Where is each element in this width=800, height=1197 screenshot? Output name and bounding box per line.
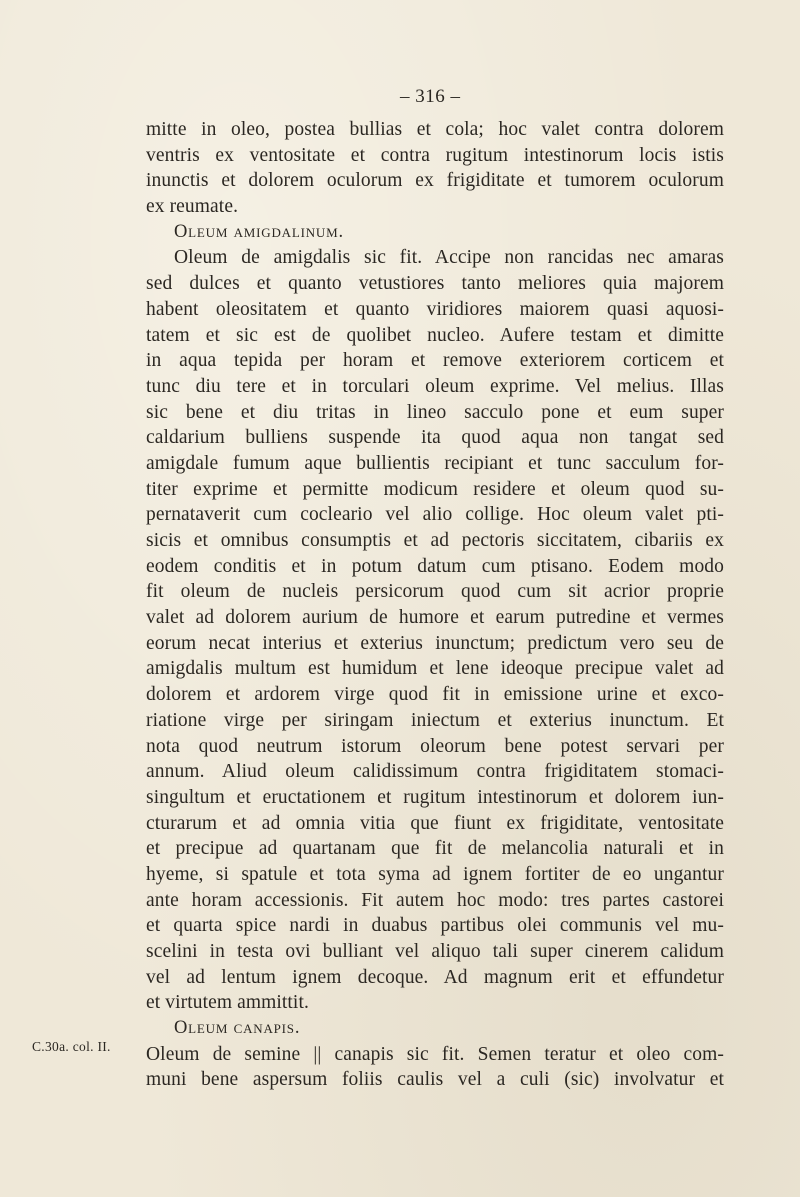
text-line: et virtutem ammittit. xyxy=(146,992,309,1014)
text-line: ventris ex ventositate et contra rugitum intestinorum locis istis xyxy=(146,144,724,166)
text-line: amigdalis multum est humidum et lene ideoque precipue valet ad xyxy=(146,658,724,680)
text-line: muni bene aspersum foliis caulis vel a culi (sic) involvatur et xyxy=(146,1069,724,1091)
text-line: eodem conditis et in potum datum cum ptisano. Eodem modo xyxy=(146,555,724,577)
text-line: inunctis et dolorem oculorum ex frigiditate et tumorem oculorum xyxy=(146,170,724,192)
text-line: et quarta spice nardi in duabus partibus olei communis vel mu- xyxy=(146,915,724,937)
text-line: tatem et sic est de quolibet nucleo. Aufere testam et dimitte xyxy=(146,324,724,346)
text-line: dolorem et ardorem virge quod fit in emissione urine et exco- xyxy=(146,684,724,706)
margin-note: C.30a. col. II. xyxy=(32,1039,111,1054)
text-line: annum. Aliud oleum calidissimum contra frigiditatem stomaci- xyxy=(146,761,724,783)
text-line: mitte in oleo, postea bullias et cola; hoc valet contra dolorem xyxy=(146,119,724,140)
text-line: hyeme, si spatule et tota syma ad ignem fortiter de eo ungantur xyxy=(146,863,724,885)
text-line: singultum et eructationem et rugitum intestinorum et dolorem iun- xyxy=(146,786,724,808)
section-heading: Oleum canapis. xyxy=(174,1018,301,1039)
text-line: eorum necat interius et exterius inunctum; predictum vero seu de xyxy=(146,632,724,654)
text-line: habent oleositatem et quanto viridiores maiorem quasi aquosi- xyxy=(146,298,724,320)
text-line: ex reumate. xyxy=(146,196,239,218)
text-line: sicis et omnibus consumptis et ad pectoris siccitatem, cibariis ex xyxy=(146,530,724,551)
text-line: in aqua tepida per horam et remove exteriorem corticem et xyxy=(146,350,724,372)
text-line: fit oleum de nucleis persicorum quod cum sit acrior proprie xyxy=(146,581,724,603)
text-line: caldarium bulliens suspende ita quod aqua non tangat sed xyxy=(146,427,724,449)
text-line: Oleum de amigdalis sic fit. Accipe non rancidas nec amaras xyxy=(174,247,724,269)
text-line: Oleum de semine || canapis sic fit. Semen teratur et oleo com- xyxy=(146,1043,724,1065)
text-line: nota quod neutrum istorum oleorum bene potest servari per xyxy=(146,735,724,757)
section-heading: Oleum amigdalinum. xyxy=(174,221,344,242)
text-line: tunc diu tere et in torculari oleum exprime. Vel melius. Illas xyxy=(146,375,724,397)
text-line: scelini in testa ovi bulliant vel aliquo tali super cinerem calidum xyxy=(146,941,724,962)
text-line: sed dulces et quanto vetustiores tanto meliores quia majorem xyxy=(146,273,724,295)
text-line: titer exprime et permitte modicum residere et oleum quod su- xyxy=(146,478,724,500)
body-text xyxy=(146,117,724,1093)
text-line: cturarum et ad omnia vitia que fiunt ex frigiditate, ventositate xyxy=(146,812,724,834)
text-line: ante horam accessionis. Fit autem hoc modo: tres partes castorei xyxy=(146,889,724,911)
text-line: amigdale fumum aque bullientis recipiant et tunc sacculum for- xyxy=(146,452,724,474)
text-line: riatione virge per siringam iniectum et exterius inunctum. Et xyxy=(146,709,724,731)
text-line: pernataverit cum cocleario vel alio collige. Hoc oleum valet pti- xyxy=(146,504,724,526)
text-line: valet ad dolorem aurium de humore et earum putredine et vermes xyxy=(146,607,724,629)
text-line: vel ad lentum ignem decoque. Ad magnum erit et effundetur xyxy=(146,966,724,988)
text-line: sic bene et diu tritas in lineo sacculo pone et eum super xyxy=(146,401,724,423)
page-number: – 316 – xyxy=(400,86,461,107)
text-line: et precipue ad quartanam que fit de melancolia naturali et in xyxy=(146,838,724,860)
